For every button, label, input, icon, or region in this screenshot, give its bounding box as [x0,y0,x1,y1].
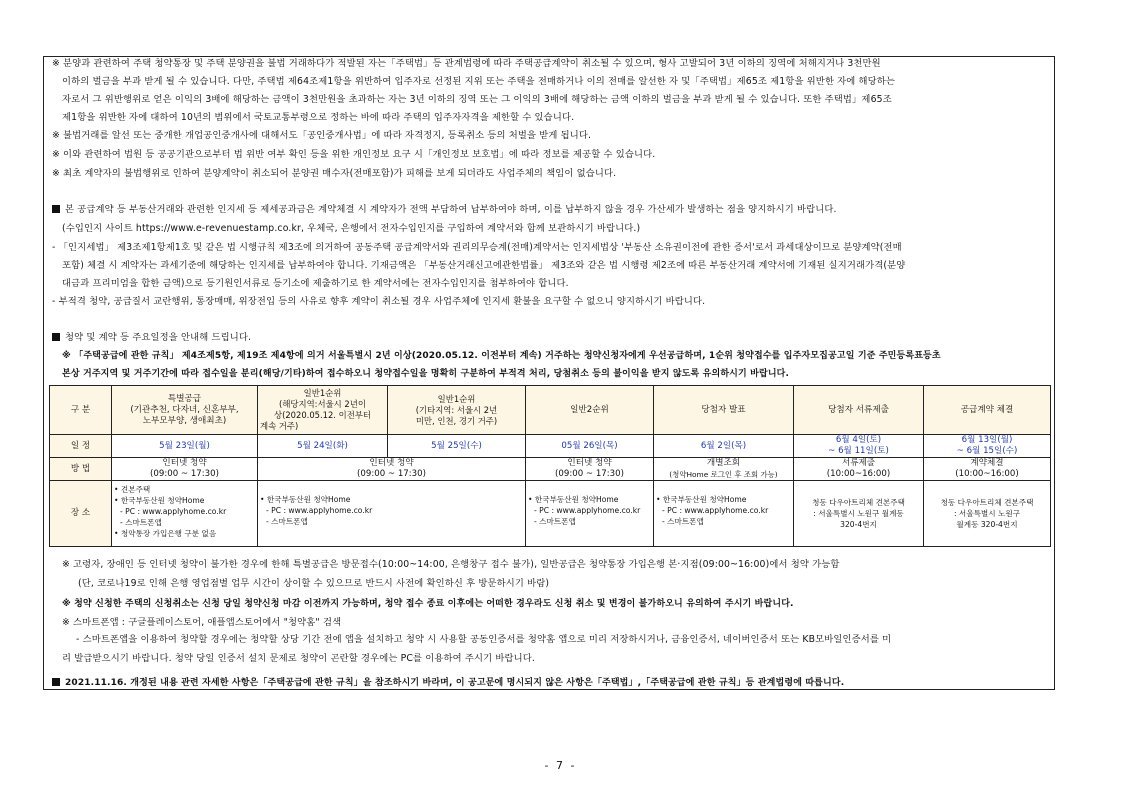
date-first-other: 5월 25일(수) [388,435,526,458]
final-notice-text: 2021.11.16. 개정된 내용 관련 자세한 사항은「주택공급에 관한 규칙」을 참조하시기 바라며, 이 공고문에 명시되지 않은 사항은「주택법」,「주택공급에 관한 규칙」등 관계법령에 따릅니다. [65,678,845,688]
date-first-local: 5월 24일(화) [258,435,388,458]
square-bullet-icon [52,205,60,213]
schedule-intro [52,332,1048,344]
rule-note-line: 본상 거주지역 및 거주기간에 따라 접수일을 분리(해당/기타)하여 접수하오니 청약접수일을 명확히 구분하여 부적격 처리, 당첨취소 등의 불이익을 받지 않도록 유의하시기 바랍니다. [62,369,790,379]
stamp-line: (수입인지 사이트 https://www.e-revenuestamp.co.kr, 우체국, 은행에서 전자수입인지를 구입하여 계약서와 함께 보관하시기 바랍니다.) [62,223,641,234]
place-line: - 스마트폰앱 [534,517,576,526]
place-docs [794,481,924,547]
method-second [526,458,654,481]
place-second [526,481,654,547]
method-line: (10:00~16:00) [826,469,891,479]
place-line: - PC : www.applyhome.co.kr [662,506,769,515]
stamp-line: 포함) 체결 시 계약자는 과세기준에 해당하는 인지세를 납부하여야 합니다. 기재금액은 「부동산거래신고에관한법률」 제3조와 같은 법 시행령 제2조에 따른 부동산거래 계약서에 기재된 실지거래가격(분양 [62,260,906,271]
header-line: 미만, 인천, 경기 거주) [415,415,498,426]
place-line: • 청약통장 가입은행 구분 없음 [114,529,217,538]
header-line: (해당지역:서울시 2년이 [279,399,366,409]
method-line: (09:00 ~ 17:30) [555,469,624,479]
header-line: 계속 거주) [260,421,299,431]
schedule-table [49,385,1051,547]
place-line: : 서울특별시 노원구 월계동 [813,509,904,518]
date-announce: 6월 2일(목) [654,435,794,458]
stamp-tax-heading [52,204,1048,216]
stamp-tax-text: 본 공급계약 등 부동산거래와 관련한 인지세 등 제세공과금은 계약체결 시 계약자가 전액 부담하여 납부하여야 하며, 이를 납부하지 않을 경우 가산세가 발생하는 점을 양지하시기 바랍니다. [65,204,837,215]
after-line-bold: ※ 청약 신청한 주택의 신청취소는 신청 당일 청약신청 마감 이전까지 가능하며, 청약 접수 종료 이후에는 어떠한 경우라도 신청 취소 및 변경이 불가하오니 유의하여 주시기 바랍니다. [62,599,794,609]
place-line: • 한국부동산원 청약Home [114,496,205,505]
date-line: 6월 4일(토) [835,435,882,445]
header-line: (기관추천, 다자녀, 신혼부부, [130,404,239,415]
header-line: 일반1순위 [437,393,476,404]
place-line: - PC : www.applyhome.co.kr [534,506,641,515]
header-announce: 당첨자 발표 [654,386,794,435]
rule-note-line: ※ 「주택공급에 관한 규칙」 제4조제5항, 제19조 제4항에 의거 서울특별시 2년 이상(2020.05.12. 이전부터 계속) 거주하는 청약신청자에게 우선공급하며, 1순위 청약접수를 입주자모집공고일 기준 주민등록표등초 [62,351,941,361]
spacer [656,484,791,494]
header-category: 구 분 [50,386,112,435]
notice-line: 이하의 벌금을 부과 받게 될 수 있습니다. 다만, 주택법 제64조제1항을 위반하여 입주자로 선정된 지위 또는 주택을 전매하거나 이의 전매를 알선한 자 및「주택법」제65조 제1항을 위반한 자에 해당하는 [62,76,896,87]
place-line: 청동 다우아트리체 견본주택 [940,498,1034,507]
header-first-other [388,386,526,435]
method-line: (청약Home 로그인 후 조회 가능) [669,470,778,479]
place-line: 월계동 320-4번지 [956,520,1018,529]
table-row-method [50,458,1051,481]
schedule-intro-text: 청약 및 계약 등 주요일정을 안내해 드립니다. [65,332,252,343]
place-contract [924,481,1051,547]
smartphone-app-note: ※ 스마트폰앱 : 구글플레이스토어, 애플앱스토어에서 "청약홈" 검색 [62,617,342,628]
method-line: 계약체결 [970,458,1004,468]
date-second: 05월 26일(목) [526,435,654,458]
place-line: - PC : www.applyhome.co.kr [120,507,227,516]
place-line: - 스마트폰앱 [266,517,308,526]
method-line: 인터넷 청약 [162,458,207,468]
notice-line: ※ 이와 관련하여 법원 등 공공기관으로부터 법 위반 여부 확인 등을 위한 개인정보 요구 시「개인정보 보호법」에 따라 정보를 제공할 수 있습니다. [52,149,656,160]
spacer [260,484,523,494]
place-first [258,481,526,547]
spacer [528,484,651,494]
row-label-method: 방 법 [50,458,112,481]
notice-line: 제1항을 위반한 자에 대하여 10년의 범위에서 국토교통부령으로 정하는 바에 따라 주택의 입주자자격을 제한할 수 있습니다. [62,112,575,123]
method-line: 서류제출 [841,458,876,468]
place-line: - 스마트폰앱 [662,517,704,526]
method-line: (09:00 ~ 17:30) [357,469,426,479]
table-header-row [50,386,1051,435]
after-line: ※ 고령자, 장애인 등 인터넷 청약이 불가한 경우에 한해 특별공급은 방문접수(10:00~14:00, 은행창구 접수 불가), 일반공급은 청약통장 가입은행 본·지점(09:00~16:00)에서 청약 가능함 [62,559,840,570]
place-line: • 한국부동산원 청약Home [528,495,619,504]
after-line: 리 발급받으시기 바랍니다. 청약 당일 인증서 설치 문제로 청약이 곤란할 경우에는 PC를 이용하여 주시기 바랍니다. [62,653,535,664]
date-docs [794,435,924,458]
date-line: 6월 13일(월) [961,435,1013,445]
page-number: - 7 - [544,759,577,772]
after-line [62,617,1048,629]
date-special: 5월 23일(월) [112,435,258,458]
date-line: ~ 6월 11일(토) [828,446,889,456]
method-docs [794,458,924,481]
place-line: 청동 다우아트리체 견본주택 [812,498,905,507]
notice-line: ※ 불법거래를 알선 또는 중개한 개업공인중개사에 대해서도「공인중개사법」에 따라 자격정지, 등록취소 등의 처벌을 받게 됩니다. [52,130,592,141]
square-bullet-icon [52,678,60,686]
place-line: 320-4번지 [840,520,877,529]
method-line: 인터넷 청약 [369,458,414,468]
method-contract [924,458,1051,481]
method-line: (10:00~16:00) [955,469,1019,479]
table-row-place [50,481,1051,547]
header-special-supply [112,386,258,435]
place-line: - 스마트폰앱 [120,518,162,527]
header-line: (기타지역: 서울시 2년 [415,404,498,415]
table-row-date [50,435,1051,458]
place-announce [654,481,794,547]
method-line: (09:00 ~ 17:30) [150,469,219,479]
method-special [112,458,258,481]
stamp-line: - 부적격 청약, 공급질서 교란행위, 통장매매, 위장전입 등의 사유로 향후 계약이 취소될 경우 사업주체에 인지세 환불을 요구할 수 없으니 양지하시기 바랍니다. [52,296,706,307]
stamp-line: - 「인지세법」 제3조제1항제1호 및 같은 법 시행규칙 제3조에 의거하여 공동주택 공급계약서와 권리의무승계(전매)계약서는 인지세법상 '부동산 소유권이전에 관한 증서'로서 과세대상이므로 분양계약(전매 [52,242,902,253]
header-docs: 당첨자 서류제출 [794,386,924,435]
square-bullet-icon [52,333,60,341]
notice-line: ※ 분양과 관련하여 주택 청약통장 및 주택 분양권을 불법 거래하다가 적발된 자는「주택법」등 관계법령에 따라 주택공급계약이 취소될 수 있으며, 형사 고발되어 3년 이하의 징역에 처해지거나 3천만원 [52,58,881,69]
place-special [112,481,258,547]
notice-line: ※ 최초 계약자의 불법행위로 인하여 분양계약이 취소되어 분양권 매수자(전매포함)가 피해를 보게 되더라도 사업주체의 책임이 없습니다. [52,168,617,179]
header-line: 특별공급 [167,393,202,404]
place-line: - PC : www.applyhome.co.kr [266,506,373,515]
method-line: 인터넷 청약 [567,458,612,468]
place-line: • 한국부동산원 청약Home [260,495,351,504]
method-line: 개별조회 [706,458,741,468]
place-line: • 견본주택 [114,485,151,494]
header-contract: 공급계약 체결 [924,386,1051,435]
date-contract [924,435,1051,458]
method-first [258,458,526,481]
place-line: : 서울특별시 노원구 [953,509,1021,518]
after-line: - 스마트폰앱을 이용하여 청약할 경우에는 청약할 상당 기간 전에 앱을 설치하고 청약 시 사용할 공동인증서를 청약홈 앱으로 미리 저장하시거나, 금융인증서, 네이버인증서 또는 KB모바일인증서를 미 [76,634,892,645]
after-line: (단, 코로나19로 인해 은행 영업점별 업무 시간이 상이할 수 있으므로 반드시 사전에 확인하신 후 방문하시기 바람) [78,578,550,589]
date-line: ~ 6월 15일(수) [956,446,1018,456]
header-line: 상(2020.05.12. 이전부터 [274,410,371,420]
header-second: 일반2순위 [526,386,654,435]
stamp-line: 대금과 프리미엄을 합한 금액)으로 등기원인서류로 등기소에 제출하기로 한 계약서에는 전자수입인지를 첨부하여야 합니다. [62,278,569,289]
method-announce [654,458,794,481]
header-first-local [258,386,388,435]
row-label-date: 일 정 [50,435,112,458]
row-label-place: 장 소 [50,481,112,547]
place-line: • 한국부동산원 청약Home [656,495,747,504]
final-notice [52,677,1048,689]
header-line: 일반1순위 [303,388,342,398]
notice-line: 자로서 그 위반행위로 얻은 이익의 3배에 해당하는 금액이 3천만원을 초과하는 자는 3년 이하의 징역 또는 그 이익의 3배에 해당하는 금액 이하의 벌금을 부과 받게 될 수 있습니다. 또한 주택법」제65조 [62,94,892,105]
header-line: 노부모부양, 생애최초) [142,415,227,426]
